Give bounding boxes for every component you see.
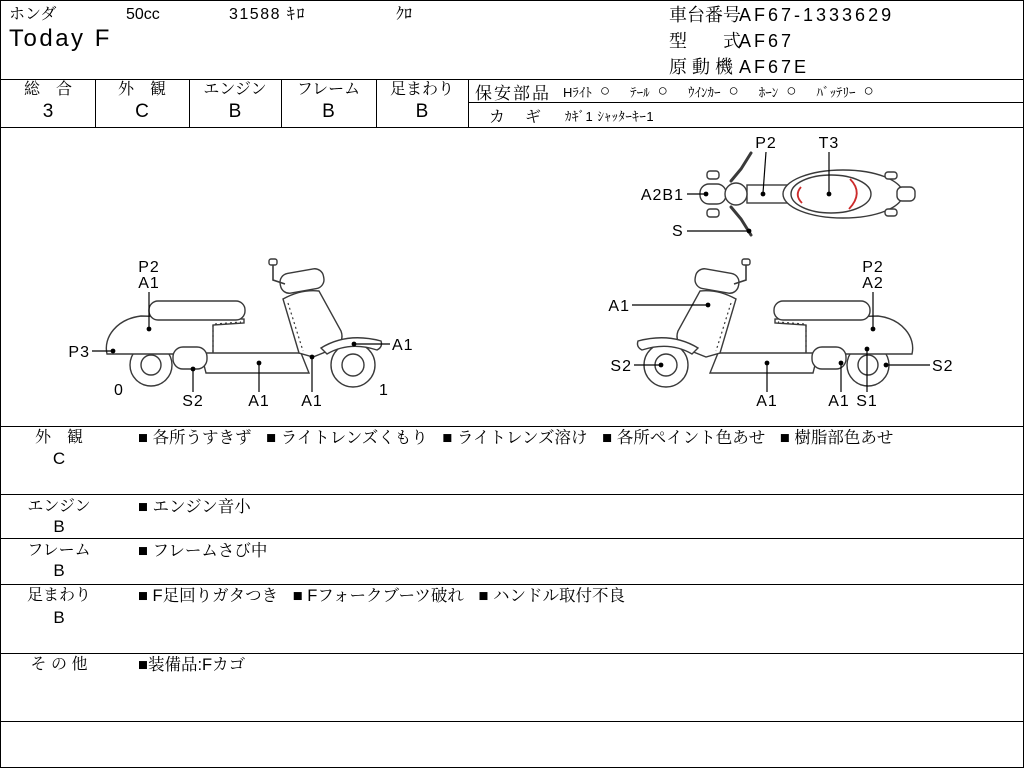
remark-category-label: フレーム (27, 542, 91, 559)
diagram-marker-label: 1 (379, 382, 389, 399)
damage-point (704, 192, 709, 197)
safety-item-taillight (630, 81, 668, 101)
grade-divider (281, 79, 282, 127)
damage-point (706, 303, 711, 308)
frame-number-label: 車台番号 (669, 5, 741, 25)
remark-notes-frame (138, 541, 277, 561)
grade-label: 外 観 (117, 81, 166, 98)
remark-grade: B (53, 517, 65, 536)
safety-item-name: Hﾗｲﾄ (563, 84, 592, 100)
headlight-top (725, 183, 747, 205)
remark-notes-exterior (138, 428, 903, 448)
damage-code-label: A1 (756, 393, 778, 410)
grade-divider (376, 79, 377, 127)
key-label: カ ギ (489, 108, 544, 126)
grade-overall (1, 79, 95, 127)
damage-code-label: A1 (248, 393, 270, 410)
damage-code-label: S2 (182, 393, 204, 410)
mileage: 31588 ｷﾛ (229, 6, 306, 23)
damage-code-label: A1 (392, 337, 414, 354)
damage-point (147, 327, 152, 332)
grade-divider (189, 79, 190, 127)
handlebar-grip-top (731, 153, 751, 181)
grade-frame (281, 79, 376, 127)
safety-parts-label: 保安部品 (475, 83, 551, 103)
damage-point (871, 327, 876, 332)
remark-grade: C (52, 449, 66, 468)
key-value: ｶｷﾞ1 ｼｬｯﾀｰｷｰ1 (565, 108, 655, 124)
grade-label: フレーム (296, 81, 361, 98)
grade-label: エンジン (203, 81, 267, 98)
damage-point (310, 355, 315, 360)
safety-item-name: ﾎｰﾝ (758, 84, 779, 100)
damage-point (839, 361, 844, 366)
remark-grade: B (53, 561, 65, 580)
front-indicator-top (707, 171, 719, 179)
divider-remark (1, 653, 1023, 654)
remark-category-label: 足まわり (27, 587, 92, 604)
rear-indicator-top (885, 172, 897, 179)
grade-label: 総 合 (23, 81, 72, 98)
damage-code-label: P3 (68, 344, 90, 361)
divider-remark (1, 538, 1023, 539)
remark-grade: B (53, 608, 65, 627)
remark-category-label: 外 観 (34, 429, 83, 446)
maker-name: ホンダ (9, 6, 57, 23)
ok-circle-icon: ○ (786, 81, 797, 100)
remark-note: ■ Fフォークブーツ破れ (292, 587, 464, 605)
remark-note: ■ ハンドル取付不良 (478, 587, 626, 605)
damage-code-label: T3 (818, 135, 840, 152)
ok-circle-icon: ○ (657, 81, 668, 100)
safety-item-headlight (563, 81, 610, 101)
damage-code-label: S (672, 223, 684, 240)
remark-notes-other (138, 655, 255, 675)
remark-note: ■ エンジン音小 (138, 498, 251, 516)
damage-code-label: A1 (301, 393, 323, 410)
grade-value: B (322, 101, 335, 122)
damage-point (827, 192, 832, 197)
divider-safety (468, 102, 1023, 103)
damage-code-label: P2 (138, 259, 160, 276)
remark-notes-engine (138, 497, 261, 517)
damage-point (747, 229, 752, 234)
damage-point (191, 367, 196, 372)
damage-code-label: P2 (862, 259, 884, 276)
grade-engine (189, 79, 281, 127)
damage-code-label: S2 (932, 358, 954, 375)
grade-divider (468, 79, 469, 127)
tail-light-top (897, 187, 915, 201)
ok-circle-icon: ○ (728, 81, 739, 100)
remark-note: ■ ライトレンズ溶け (442, 429, 588, 447)
remark-note: ■ ライトレンズくもり (266, 429, 428, 447)
remark-category-label: エンジン (27, 498, 91, 515)
key-row (475, 104, 654, 126)
divider-diagram (1, 426, 1023, 427)
damage-code-label: A1 (828, 393, 850, 410)
frame-number-row (669, 4, 894, 26)
diagram-marker-label: 0 (114, 382, 124, 399)
ok-circle-icon: ○ (599, 81, 611, 100)
scooter-top-view (700, 153, 915, 235)
remark-note: ■ 各所うすきず (138, 429, 252, 447)
damage-code-label: A2B1 (640, 187, 684, 204)
body-color: ｸﾛ (396, 6, 413, 23)
damage-code-label: A1 (608, 298, 630, 315)
safety-item-name: ﾃｰﾙ (630, 84, 650, 100)
grade-suspension (376, 79, 468, 127)
engine-code-row (669, 56, 809, 78)
remark-note: ■ 各所ペイント色あせ (602, 429, 766, 447)
damage-point (257, 361, 262, 366)
damage-point (865, 347, 870, 352)
remark-notes-suspension (138, 586, 635, 606)
safety-item-name: ﾊﾞｯﾃﾘｰ (816, 84, 856, 100)
divider-remark (1, 584, 1023, 585)
grade-value: B (228, 101, 242, 122)
ok-circle-icon: ○ (863, 81, 874, 100)
grade-value: B (415, 101, 429, 122)
safety-item-name: ｳｲﾝｶｰ (687, 84, 721, 100)
damage-code-label: A1 (138, 275, 160, 292)
model-code-row (669, 30, 794, 52)
remark-note: ■ フレームさび中 (138, 542, 268, 560)
rear-indicator-top (885, 209, 897, 216)
frame-number-value: AF67-1333629 (739, 5, 895, 25)
damage-diagram (1, 127, 1022, 425)
damage-point (884, 363, 889, 368)
grade-exterior (95, 79, 189, 127)
divider-remark (1, 721, 1023, 722)
model-code-label: 型 式 (669, 31, 741, 51)
remark-note: ■ F足回りガタつき (138, 587, 279, 605)
divider-remark (1, 494, 1023, 495)
grade-value: C (135, 101, 149, 122)
engine-code-value: AF67E (739, 57, 810, 77)
safety-item-horn (759, 81, 797, 101)
displacement: 50cc (126, 6, 160, 23)
remark-category-label: そ の 他 (30, 656, 88, 673)
damage-point (761, 192, 766, 197)
damage-point (111, 349, 116, 354)
safety-parts-row (475, 80, 874, 102)
grade-divider (95, 79, 96, 127)
damage-point (765, 361, 770, 366)
safety-item-turn-signal (688, 81, 739, 101)
front-indicator-top (707, 209, 719, 217)
engine-code-label: 原 動 機 (669, 57, 734, 77)
grade-label: 足まわり (389, 81, 454, 98)
remark-note: ■ 樹脂部色あせ (779, 429, 894, 447)
safety-item-battery (817, 81, 874, 101)
grade-value: 3 (42, 101, 54, 122)
damage-point (659, 363, 664, 368)
model-name: Today F (9, 25, 112, 52)
model-code-value: AF67 (739, 31, 795, 51)
damage-code-label: A2 (862, 275, 884, 292)
remark-note: ■装備品:Fカゴ (138, 656, 246, 674)
damage-code-label: P2 (755, 135, 777, 152)
damage-point (352, 342, 357, 347)
damage-code-label: S2 (610, 358, 632, 375)
damage-code-label: S1 (856, 393, 878, 410)
